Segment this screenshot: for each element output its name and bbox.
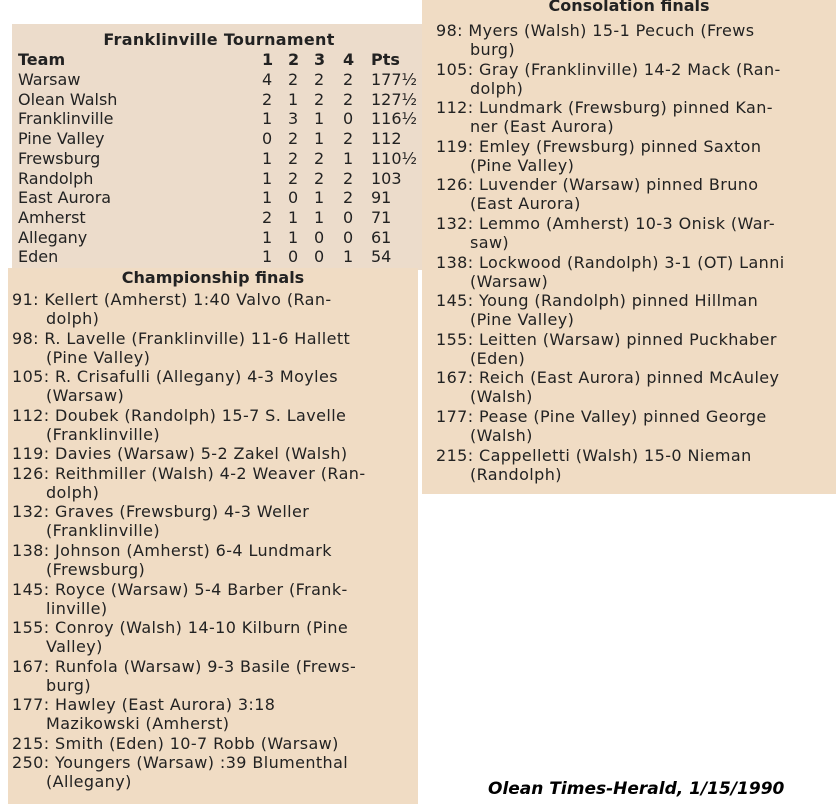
round-2: 2 [288,148,299,168]
round-3: 0 [314,247,325,267]
standings-row [18,149,424,169]
standings-clipping [12,24,426,270]
bout-result [12,502,418,540]
bout-line-2: (Randolph) [470,464,562,484]
bout-line-1: 145: Royce (Warsaw) 5-4 Barber (Frank- [12,579,348,599]
bout-line-1: 126: Reithmiller (Walsh) 4-2 Weaver (Ran- [12,463,366,483]
bout-result [12,406,418,444]
team-points: 103 [371,168,402,188]
bout-line-1: 250: Youngers (Warsaw) :39 Blumenthal [12,753,349,773]
bout-line-1: 145: Young (Randolph) pinned Hillman [436,291,759,311]
bout-result [436,446,836,484]
consolation-title: Consolation finals [548,0,710,15]
championship-title: Championship finals [121,268,305,287]
round-4: 1 [343,247,354,267]
header-round-1: 1 [262,50,274,69]
bout-line-2: (Frewsburg) [46,559,146,579]
bout-line-1: 126: Luvender (Warsaw) pinned Bruno [436,175,759,195]
round-4: 2 [343,89,354,109]
team-points: 61 [371,227,392,247]
header-team: Team [18,50,66,69]
round-2: 1 [288,89,299,109]
team-points: 112 [371,129,402,149]
bout-line-2: (Pine Valley) [470,155,575,175]
bout-line-2: ner (East Aurora) [470,117,615,137]
standings-row [18,208,424,228]
bout-line-1: 98: Myers (Walsh) 15-1 Pecuch (Frews [436,21,755,40]
bout-line-1: 177: Hawley (East Aurora) 3:18 [12,695,276,715]
standings-row [18,70,424,90]
team-name: Warsaw [18,70,81,89]
round-1: 1 [262,227,273,247]
round-2: 0 [288,247,299,267]
bout-result [12,657,418,695]
bout-line-1: 138: Johnson (Amherst) 6-4 Lundmark [12,540,332,560]
round-2: 2 [288,168,299,188]
bout-result [436,98,836,136]
bout-line-2: (Franklinville) [46,424,160,444]
team-name: Pine Valley [18,129,105,149]
bout-line-1: 105: Gray (Franklinville) 14-2 Mack (Ran- [436,59,781,79]
bout-result [12,618,418,656]
bout-line-1: 177: Pease (Pine Valley) pinned George [436,407,767,426]
round-4: 2 [343,168,354,188]
round-4: 0 [343,207,354,227]
round-2: 1 [288,207,299,227]
round-3: 2 [314,70,325,89]
bout-line-1: 91: Kellert (Amherst) 1:40 Valvo (Ran- [12,290,332,309]
standings-row [18,188,424,208]
round-1: 0 [262,129,273,149]
bout-result [12,734,418,753]
round-1: 2 [262,207,273,227]
round-2: 0 [288,188,299,208]
bout-line-1: 132: Graves (Frewsburg) 4-3 Weller [12,502,310,522]
bout-line-2: (Pine Valley) [46,347,151,367]
bout-line-2: (Franklinville) [46,521,160,541]
bout-result [436,291,836,329]
round-4: 0 [343,227,354,247]
source-caption: Olean Times-Herald, 1/15/1990 [488,779,785,799]
bout-result [12,464,418,502]
team-name: Allegany [18,227,88,247]
header-round-4: 4 [343,50,355,69]
team-points: 116½ [371,109,418,129]
bout-line-1: 132: Lemmo (Amherst) 10-3 Onisk (War- [436,214,776,233]
bout-result [12,695,418,733]
bout-result [436,214,836,252]
standings-row [18,169,424,189]
round-1: 1 [262,188,273,208]
team-name: Franklinville [18,109,114,129]
team-name: Randolph [18,168,94,188]
team-name: Eden [18,247,59,267]
bout-line-1: 155: Leitten (Warsaw) pinned Puckhaber [436,329,777,349]
bout-line-2: (East Aurora) [470,194,581,214]
round-1: 1 [262,247,273,267]
round-1: 2 [262,89,273,109]
round-2: 2 [288,129,299,149]
bout-line-2: (Pine Valley) [470,310,575,330]
bout-result [436,60,836,98]
bout-result [436,368,836,406]
round-2: 3 [288,109,299,129]
bout-result [12,290,418,328]
round-3: 2 [314,168,325,188]
bout-line-2: dolph) [46,309,100,328]
bout-line-2: burg) [46,675,91,695]
standings-title: Franklinville Tournament [103,30,335,49]
consolation-clipping [422,0,836,494]
team-name: Frewsburg [18,148,101,168]
bout-line-2: dolph) [470,78,524,98]
bout-result [12,541,418,579]
round-3: 2 [314,148,325,168]
bout-line-2: saw) [470,233,510,252]
championship-clipping [8,268,418,804]
round-3: 1 [314,188,325,208]
bout-result [436,21,836,59]
bout-line-2: (Allegany) [46,772,132,792]
team-points: 177½ [371,70,418,89]
team-points: 54 [371,247,392,267]
round-2: 2 [288,70,299,89]
team-name: Amherst [18,207,86,227]
bout-line-2: Valley) [46,637,103,657]
bout-line-1: 215: Smith (Eden) 10-7 Robb (Warsaw) [12,733,339,753]
bout-line-1: 167: Runfola (Warsaw) 9-3 Basile (Frews- [12,656,357,676]
bout-line-1: 98: R. Lavelle (Franklinville) 11-6 Hallett [12,328,351,348]
bout-line-1: 112: Lundmark (Frewsburg) pinned Kan- [436,98,773,118]
round-3: 1 [314,129,325,149]
team-points: 91 [371,188,392,208]
standings-row [18,90,424,110]
standings-row [18,109,424,129]
bout-result [12,367,418,405]
bout-line-1: 105: R. Crisafulli (Allegany) 4-3 Moyles [12,367,338,387]
header-round-3: 3 [314,50,326,69]
round-3: 1 [314,207,325,227]
bout-line-1: 119: Davies (Warsaw) 5-2 Zakel (Walsh) [12,444,348,464]
bout-line-1: 155: Conroy (Walsh) 14-10 Kilburn (Pine [12,618,349,638]
round-1: 1 [262,109,273,129]
bout-line-2: (Walsh) [470,426,533,445]
round-3: 2 [314,89,325,109]
bout-result [12,753,418,791]
round-3: 0 [314,227,325,247]
round-4: 1 [343,148,354,168]
bout-result [12,580,418,618]
team-points: 71 [371,207,392,227]
bout-line-2: (Warsaw) [46,386,125,406]
bout-line-2: Mazikowski (Amherst) [46,714,230,734]
team-points: 127½ [371,89,418,109]
team-name: East Aurora [18,188,112,208]
bout-result [436,330,836,368]
bout-result [436,137,836,175]
bout-result [12,329,418,367]
team-name: Olean Walsh [18,89,118,109]
round-4: 2 [343,188,354,208]
bout-line-2: (Eden) [470,348,526,368]
bout-line-2: (Walsh) [470,387,533,407]
team-points: 110½ [371,148,418,168]
round-1: 1 [262,168,273,188]
round-1: 1 [262,148,273,168]
bout-line-2: burg) [470,40,515,59]
round-4: 2 [343,129,354,149]
round-3: 1 [314,109,325,129]
bout-line-1: 167: Reich (East Aurora) pinned McAuley [436,368,780,388]
standings-row [18,228,424,248]
bout-line-1: 119: Emley (Frewsburg) pinned Saxton [436,136,762,156]
bout-result [436,253,836,291]
round-4: 2 [343,70,354,89]
bout-line-1: 215: Cappelletti (Walsh) 15-0 Nieman [436,445,752,465]
round-2: 1 [288,227,299,247]
standings-row [18,247,424,267]
bout-line-2: linville) [46,598,108,618]
header-round-2: 2 [288,50,300,69]
bout-line-2: dolph) [46,482,100,502]
bout-result [436,407,836,445]
header-points: Pts [371,50,400,69]
standings-row [18,129,424,149]
round-1: 4 [262,70,273,89]
bout-result [12,444,418,463]
bout-line-2: (Warsaw) [470,271,549,291]
round-4: 0 [343,109,354,129]
standings-header [18,50,424,70]
bout-line-1: 112: Doubek (Randolph) 15-7 S. Lavelle [12,405,347,425]
bout-result [436,175,836,213]
bout-line-1: 138: Lockwood (Randolph) 3-1 (OT) Lanni [436,252,785,272]
